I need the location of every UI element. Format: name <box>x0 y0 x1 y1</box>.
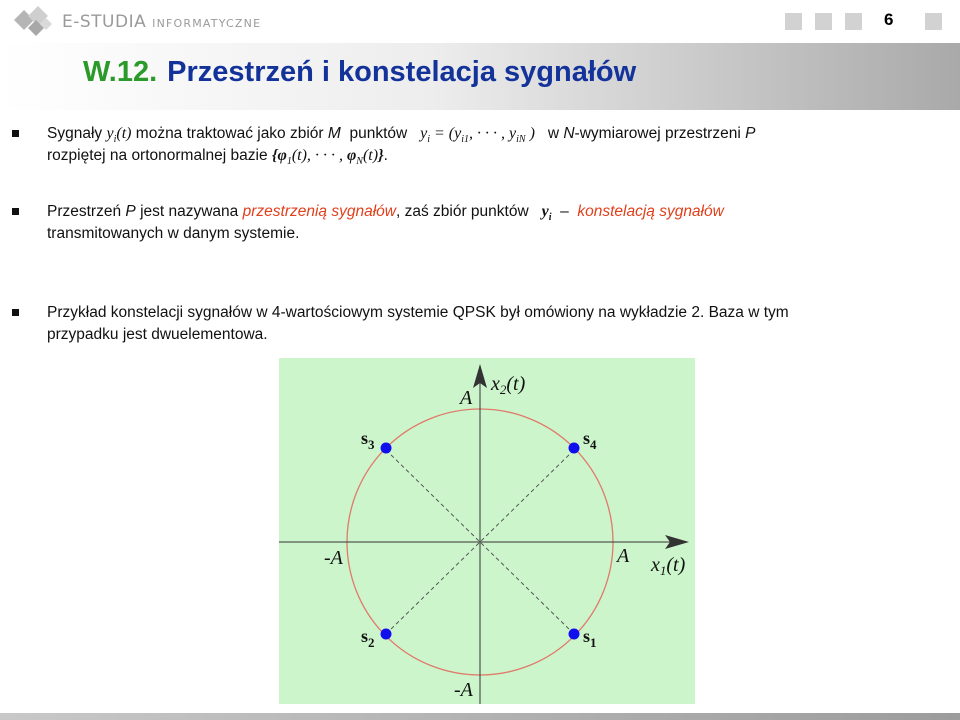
label-minus-a-left: -A <box>324 547 343 569</box>
nav-square-3[interactable] <box>845 13 862 30</box>
bottom-bar <box>0 713 960 720</box>
bullet-2-line-1: Przestrzeń P jest nazywana przestrzenią sygnałów, zaś zbiór punktów $y_i$ – konstelacją sygnałów <box>47 203 724 224</box>
nav-square-2[interactable] <box>815 13 832 30</box>
bullet-3-line-1: Przykład konstelacji sygnałów w 4-wartościowym systemie QPSK był omówiony na wykładzie 2. Baza w tym <box>47 304 789 321</box>
logo <box>10 4 270 40</box>
label-a-right: A <box>617 545 630 567</box>
point-s4 <box>569 443 580 454</box>
constellation-svg <box>279 358 695 704</box>
nav-square-4[interactable] <box>925 13 942 30</box>
bullet-marker-2 <box>12 208 19 215</box>
page-number: 6 <box>884 10 894 29</box>
bullet-marker-1 <box>12 130 19 137</box>
x-axis-label: $x_1(t)$ <box>651 554 686 578</box>
slide-title: W.12. Przestrzeń i konstelacja sygnałów <box>83 56 637 88</box>
logo-icon <box>10 4 56 38</box>
bullet-1-line-2: rozpiętej na ortonormalnej bazie {$\varphi_1(t)$, · · · , $\varphi_N(t)$}. <box>47 147 388 168</box>
bullet-2-line-2: transmitowanych w danym systemie. <box>47 225 300 242</box>
label-s1: $s_1$ <box>583 626 597 650</box>
point-s3 <box>381 443 392 454</box>
label-s3: $s_3$ <box>361 428 375 452</box>
constellation-diagram <box>279 358 695 704</box>
label-s4: $s_4$ <box>583 428 597 452</box>
bullet-marker-3 <box>12 309 19 316</box>
point-s2 <box>381 629 392 640</box>
logo-text: E-STUDIA INFORMATYCZNE <box>62 12 262 32</box>
label-a-top: A <box>460 387 473 409</box>
label-s2: $s_2$ <box>361 626 375 650</box>
label-minus-a-bottom: -A <box>454 679 473 701</box>
nav-square-1[interactable] <box>785 13 802 30</box>
y-axis-label: $x_2(t)$ <box>491 373 526 397</box>
point-s1 <box>569 629 580 640</box>
bullet-1-line-1: Sygnały $y_i(t)$ można traktować jako zbiór M punktów $y_i = (y_{i1}$, · · · , $y_{iN}$ ) w N-wymiarowej przestrzeni P <box>47 125 756 146</box>
bullet-3-line-2: przypadku jest dwuelementowa. <box>47 326 268 343</box>
